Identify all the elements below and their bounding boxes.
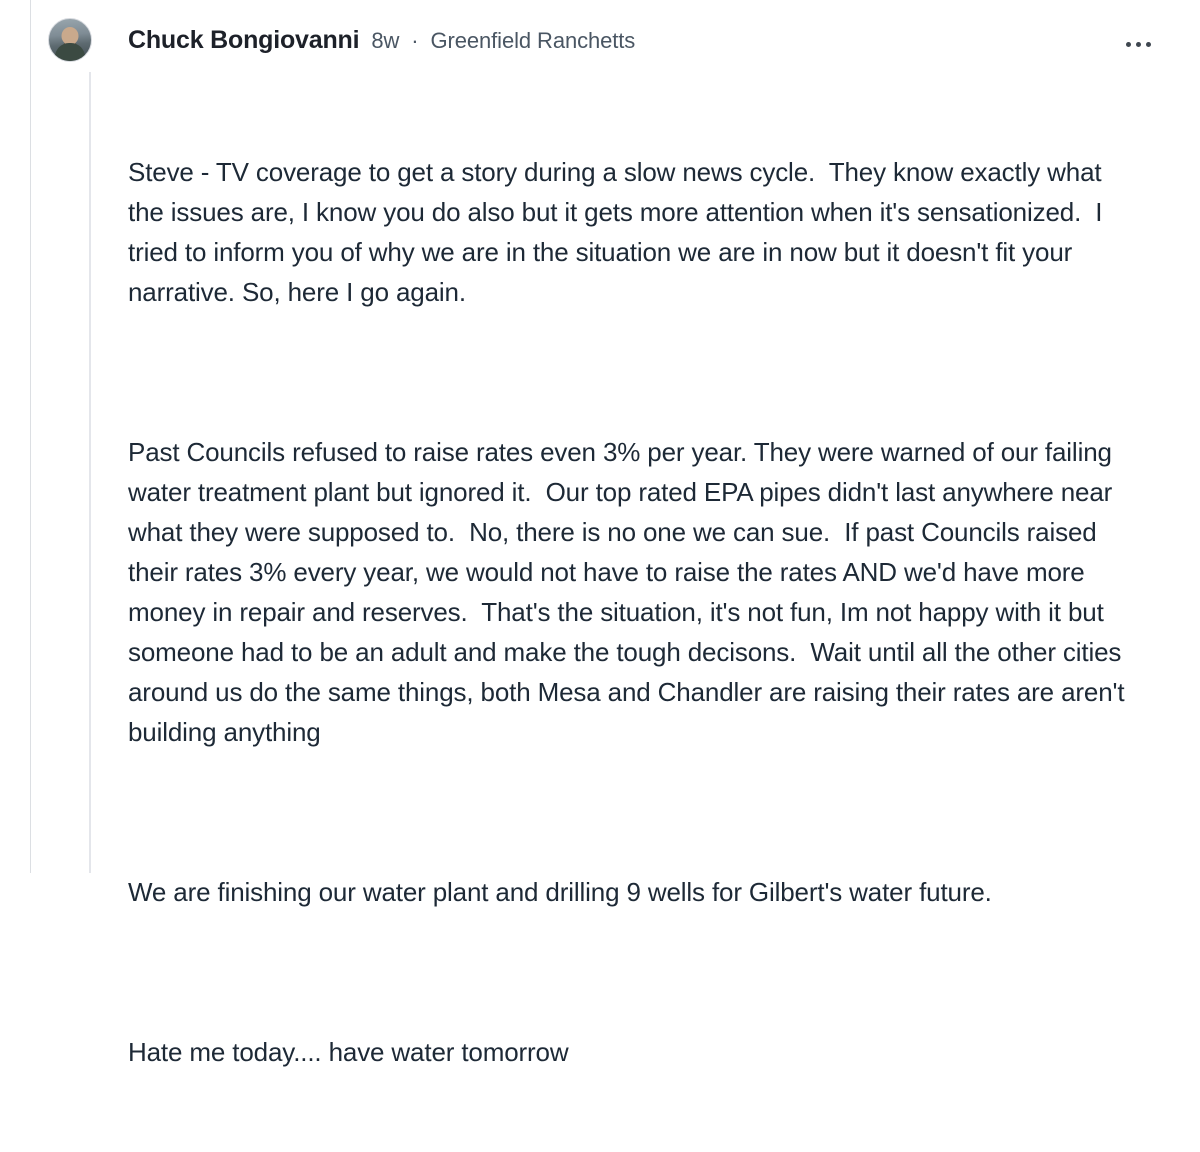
meta-separator: · xyxy=(411,28,419,53)
post-paragraph: Hate me today.... have water tomorrow xyxy=(128,1037,569,1067)
page-left-divider xyxy=(30,0,31,873)
dot-3 xyxy=(1146,42,1151,47)
post-timestamp[interactable]: 8w xyxy=(371,28,400,53)
post-author-line xyxy=(128,14,635,55)
more-options-icon[interactable] xyxy=(1118,30,1158,58)
post-paragraph: Steve - TV coverage to get a story during a slow news cycle. They know exactly what the issues are, I know you do also but it gets more attention when it's sensationized. I tried to inform you of why we are in the situation we are in now but it doesn't fit your narrative. So, here I go again. xyxy=(128,157,1110,307)
dot-2 xyxy=(1136,42,1141,47)
post-paragraph: Past Councils refused to raise rates even 3% per year. They were warned of our failing water treatment plant but ignored it. Our top rated EPA pipes didn't last anywhere near what they were supposed to. No, there is no one we can sue. If past Councils raised their rates 3% every year, we would not have to raise the rates AND we'd have more money in repair and reserves. That's the situation, it's not fun, Im not happy with it but someone had to be an adult and make the tough decisons. Wait until all the other cities around us do the same things, both Mesa and Chandler are raising their rates are aren't building anything xyxy=(128,437,1132,747)
post-paragraph: We are finishing our water plant and drilling 9 wells for Gilbert's water future. xyxy=(128,877,992,907)
avatar[interactable] xyxy=(48,18,92,62)
post-container xyxy=(48,14,1158,1152)
post-group-name[interactable]: Greenfield Ranchetts xyxy=(430,28,636,53)
dot-1 xyxy=(1126,42,1131,47)
post-header xyxy=(48,14,1158,70)
post-body xyxy=(128,72,1138,1152)
author-name[interactable]: Chuck Bongiovanni xyxy=(128,26,360,54)
